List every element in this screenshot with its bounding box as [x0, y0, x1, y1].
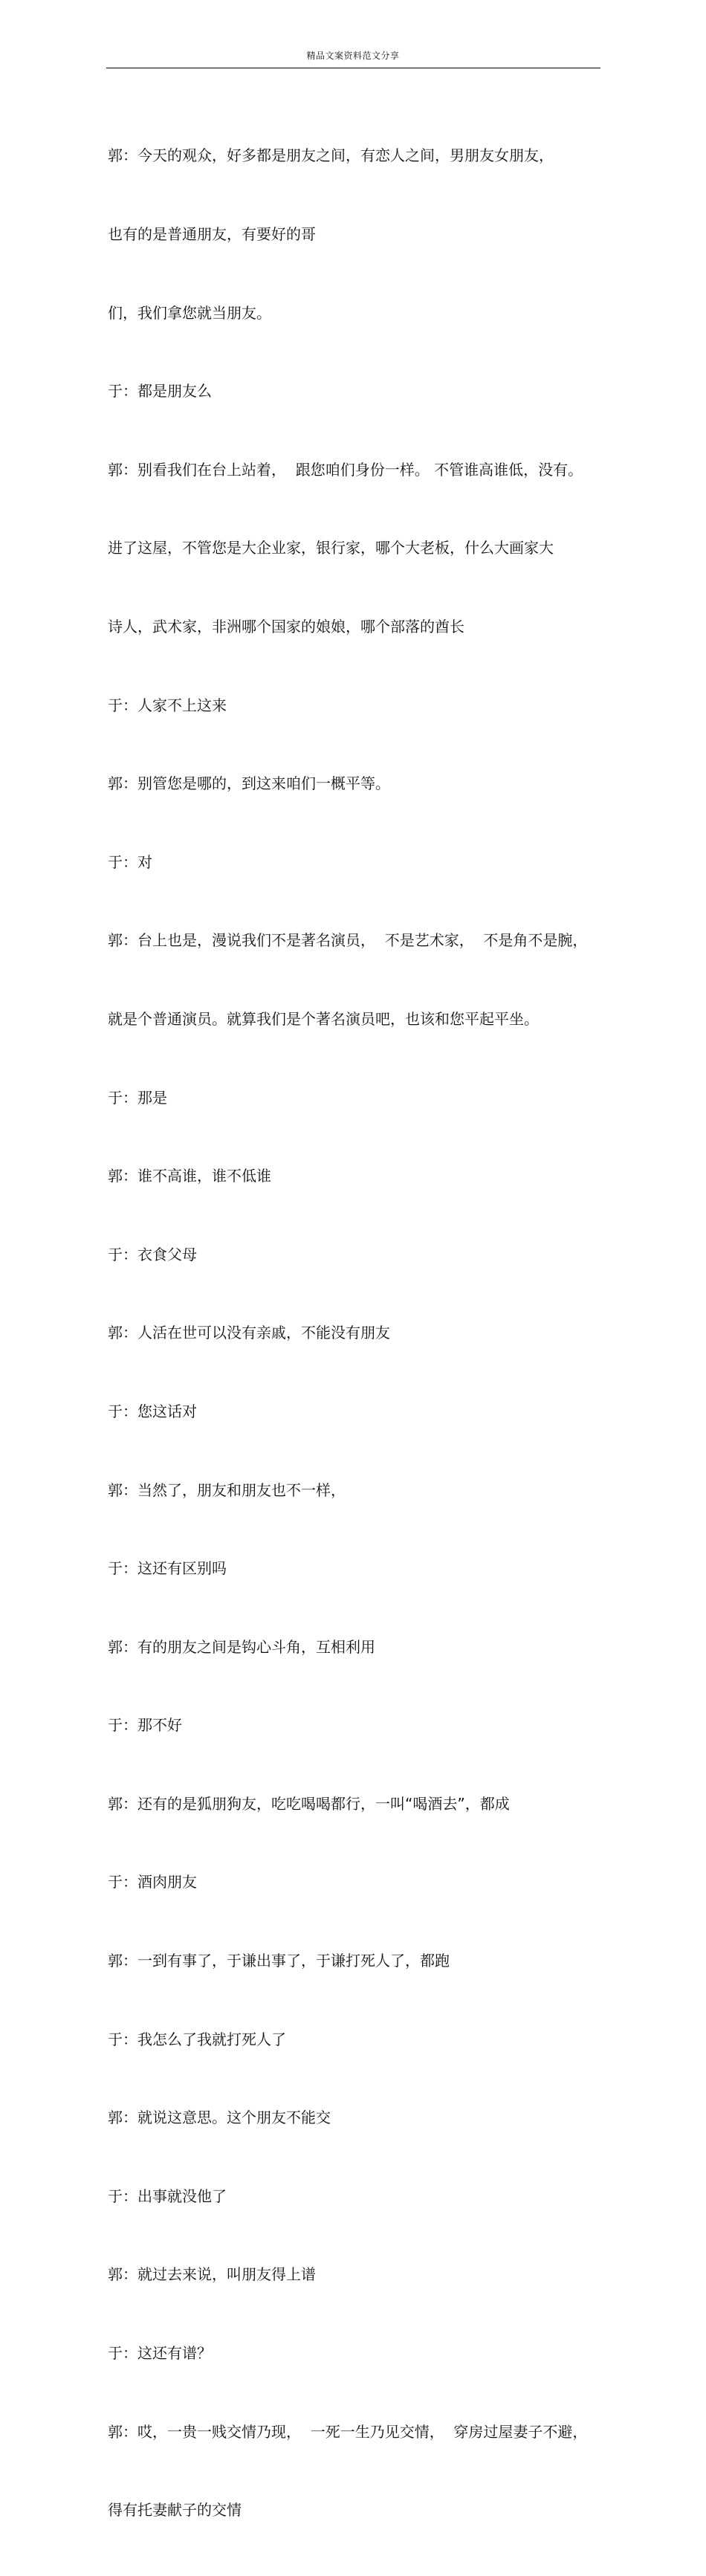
- dialogue-body: [108, 91, 602, 2576]
- dialogue-line: 郭：人活在世可以没有亲戚，不能没有朋友: [108, 1324, 390, 1342]
- dialogue-line: 于：我怎么了我就打死人了: [108, 2030, 286, 2048]
- page-header: 精品文案资料范文分享: [306, 51, 400, 61]
- dialogue-line: 郭：别看我们在台上站着， 跟您咱们身份一样。 不管谁高谁低，没有。: [108, 460, 583, 479]
- dialogue-line: 郭：就说这意思。这个朋友不能交: [108, 2109, 331, 2127]
- dialogue-line: 也有的是普通朋友，有要好的哥: [108, 225, 316, 243]
- dialogue-line: 郭：台上也是，漫说我们不是著名演员， 不是艺术家， 不是角不是腕，: [108, 931, 588, 950]
- dialogue-line: 于：那不好: [108, 1716, 182, 1735]
- dialogue-line: 于：出事就没他了: [108, 2187, 227, 2205]
- dialogue-line: 于：对: [108, 852, 152, 871]
- dialogue-line: 郭：今天的观众，好多都是朋友之间，有恋人之间，男朋友女朋友，: [108, 146, 554, 165]
- dialogue-line: 们，我们拿您就当朋友。: [108, 303, 271, 322]
- dialogue-line: 于：都是朋友么: [108, 382, 212, 401]
- dialogue-line: 于：人家不上这来: [108, 696, 227, 714]
- dialogue-line: 得有托妻献子的交情: [108, 2501, 242, 2520]
- dialogue-line: 于：这还有区别吗: [108, 1559, 227, 1578]
- dialogue-line: 进了这屋，不管您是大企业家，银行家，哪个大老板，什么大画家大: [108, 539, 554, 557]
- dialogue-line: 郭：当然了，朋友和朋友也不一样，: [108, 1480, 346, 1499]
- dialogue-line: 于：衣食父母: [108, 1245, 197, 1263]
- dialogue-line: 郭：就过去来说，叫朋友得上谱: [108, 2265, 316, 2284]
- dialogue-line: 诗人，武术家，非洲哪个国家的娘娘，哪个部落的酋长: [108, 617, 464, 635]
- dialogue-line: 于：您这话对: [108, 1402, 197, 1420]
- dialogue-line: 郭：别管您是哪的，到这来咱们一概平等。: [108, 774, 390, 793]
- dialogue-line: 郭：哎，一贵一贱交情乃现， 一死一生乃见交情， 穿房过屋妻子不避，: [108, 2422, 588, 2441]
- dialogue-line: 郭：有的朋友之间是钩心斗角，互相利用: [108, 1637, 375, 1656]
- dialogue-line: 郭：一到有事了，于谦出事了，于谦打死人了，都跑: [108, 1952, 450, 1970]
- dialogue-line: 就是个普通演员。就算我们是个著名演员吧，也该和您平起平坐。: [108, 1009, 539, 1028]
- dialogue-line: 郭：还有的是狐朋狗友，吃吃喝喝都行，一叫“喝酒去”，都成: [108, 1794, 510, 1813]
- dialogue-line: 于：那是: [108, 1088, 167, 1107]
- dialogue-line: 郭：谁不高谁，谁不低谁: [108, 1167, 271, 1185]
- dialogue-line: 于：这还有谱？: [108, 2344, 212, 2363]
- dialogue-line: 于：酒肉朋友: [108, 1873, 197, 1891]
